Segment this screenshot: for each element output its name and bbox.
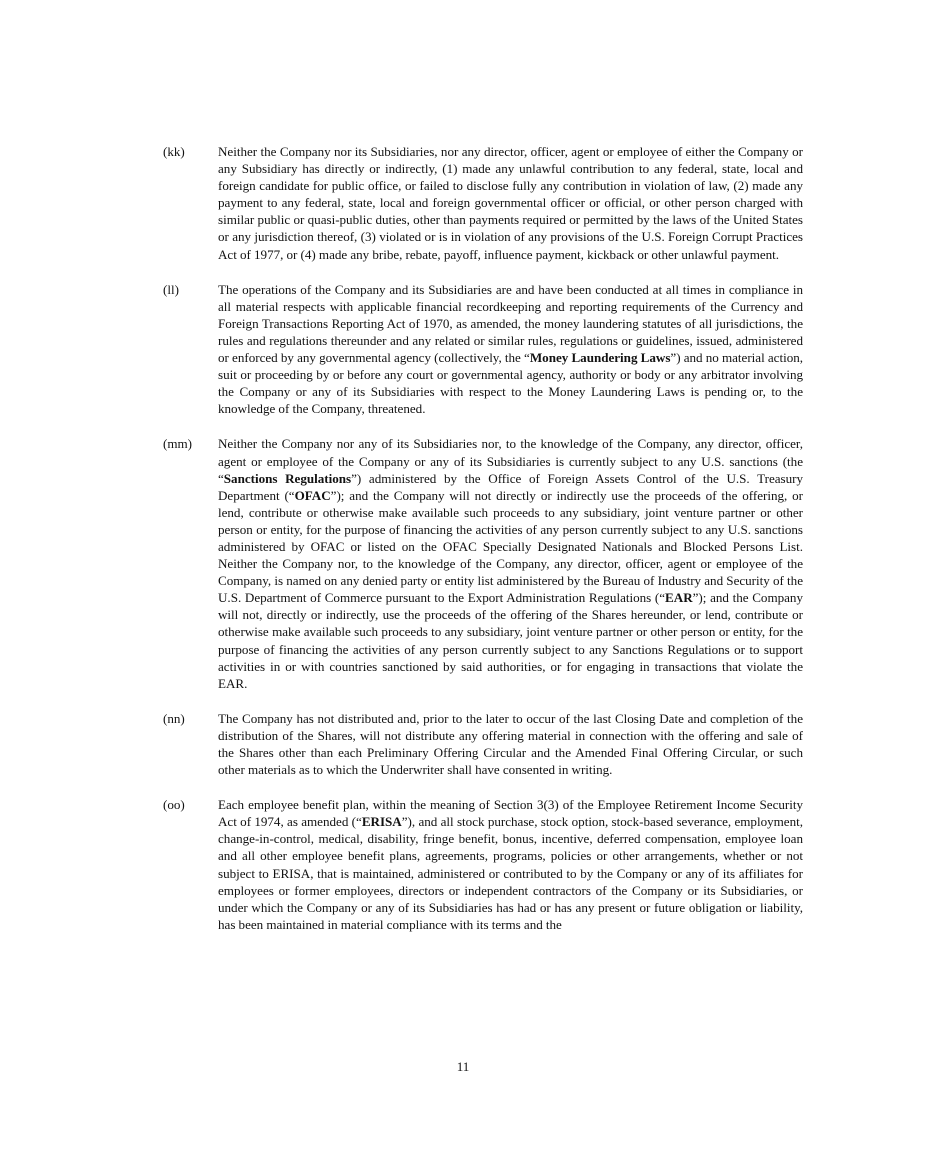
page-number: 11 [456,1059,470,1074]
clause-mm [163,435,803,691]
clause-label-oo: (oo) [163,797,185,813]
clause-label-ll: (ll) [163,281,179,297]
clause-text-ll: The operations of the Company and its Subsidiaries are and have been conducted at all times in compliance in all material respects with applicable financial recordkeeping and reporting requirements of the Currency and Foreign Transactions Reporting Act of 1970, as amended, the money laundering statutes of all jurisdictions, the rules and regulations thereunder and any related or similar rules, regulations or guidelines, issued, administered or enforced by any governmental agency (collectively, the “Money Laundering Laws”) and no material action, suit or proceeding by or before any court or governmental agency, authority or body or any arbitrator involving the Company or any of its Subsidiaries with respect to the Money Laundering Laws is pending or, to the knowledge of the Company, threatened. [218,281,803,417]
clause-text-mm: Neither the Company nor any of its Subsidiaries nor, to the knowledge of the Company, any director, officer, agent or employee of the Company or any of its Subsidiaries is currently subject to any U.S. sanctions (the “Sanctions Regulations”) administered by the Office of Foreign Assets Control of the U.S. Treasury Department (“OFAC”); and the Company will not directly or indirectly use the proceeds of the offering, or lend, contribute or otherwise make available such proceeds to any subsidiary, joint venture partner or other person or entity, for the purpose of financing the activities of any person currently subject to any U.S. sanctions administered by OFAC or listed on the OFAC Specially Designated Nationals and Blocked Persons List. Neither the Company nor, to the knowledge of the Company, any director, officer, agent or employee of the Company, is named on any denied party or entity list administered by the Bureau of Industry and Security of the U.S. Department of Commerce pursuant to the Export Administration Regulations (“EAR”); and the Company will not, directly or indirectly, use the proceeds of the offering of the Shares hereunder, or lend, contribute or otherwise make available such proceeds to any subsidiary, joint venture partner or other person or entity, for the purpose of financing the activities of any person currently subject to any Sanctions Regulations or to support activities in or with countries sanctioned by said authorities, or for engaging in transactions that violate the EAR. [218,436,803,691]
clause-label-mm: (mm) [163,436,193,452]
clause-ll [163,281,803,418]
clause-label-kk: (kk) [163,144,185,159]
clause-text-kk: Neither the Company nor its Subsidiaries, nor any director, officer, agent or employee of either the Company or any Subsidiary has directly or indirectly, (1) made any unlawful contribution to any federal, state, local and foreign candidate for public office, or failed to disclose fully any contribution in violation of law, (2) made any payment to any federal, state, local and foreign governmental officer or official, or other person charged with similar public or quasi-public duties, other than payments required or permitted by the laws of the United States or any jurisdiction thereof, (3) violated or is in violation of any provisions of the U.S. Foreign Corrupt Practices Act of 1977, or (4) made any bribe, rebate, payoff, influence payment, kickback or other unlawful payment. [218,144,803,262]
clause-nn [163,710,803,778]
clause-text-oo: Each employee benefit plan, within the meaning of Section 3(3) of the Employee Retirement Income Security Act of 1974, as amended (“ERISA”), and all stock purchase, stock option, stock-based severance, employment, change-in-control, medical, disability, fringe benefit, bonus, incentive, deferred compensation, employee loan and all other employee benefit plans, agreements, programs, policies or other arrangements, whether or not subject to ERISA, that is maintained, administered or contributed to by the Company or any of its affiliates for employees or former employees, directors or independent contractors of the Company or its Subsidiaries, or under which the Company or any of its Subsidiaries has had or has any present or future obligation or liability, has been maintained in material compliance with its terms and the [218,797,803,932]
clause-label-nn: (nn) [163,710,185,726]
clause-text-nn: The Company has not distributed and, prior to the later to occur of the last Closing Date and completion of the distribution of the Shares, will not distribute any offering material in connection with the offering and sale of the Shares other than each Preliminary Offering Circular and the Amended Final Offering Circular, or such other materials as to which the Underwriter shall have consented in writing. [218,710,803,778]
clause-oo [163,796,803,933]
clause-kk [163,143,803,263]
clause-list [163,143,803,933]
